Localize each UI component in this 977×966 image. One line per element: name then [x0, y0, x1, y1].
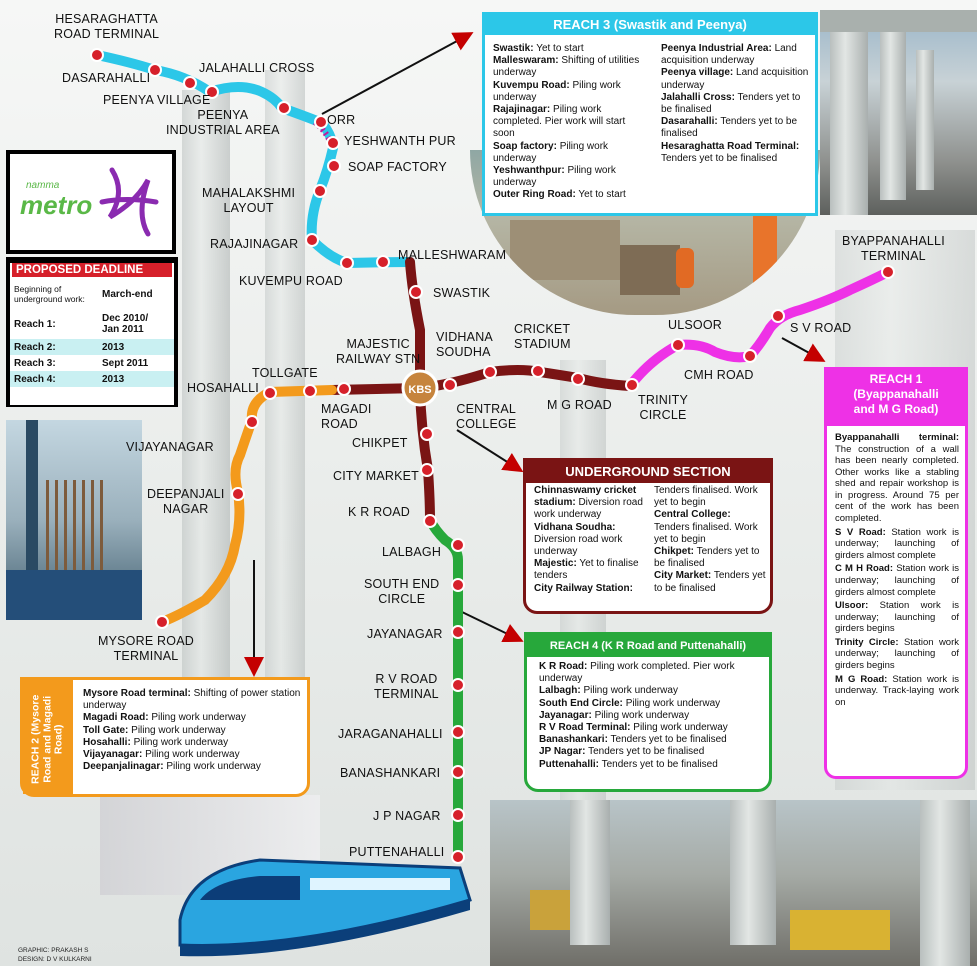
reach2-item: Vijayanagar: Piling work underway [83, 748, 240, 760]
reach4-item: Jayanagar: Piling work underway [539, 709, 690, 721]
station-label-ulsoor: ULSOOR [668, 318, 722, 332]
arrow-underground [457, 430, 520, 470]
underground-item: Central College: Tenders finalised. Work yet to begin [654, 509, 758, 545]
station-label-city-market: CITY MARKET [333, 469, 420, 483]
train-illustration [180, 860, 470, 956]
deadline-intro-value: March-end [102, 288, 153, 300]
reach2-item: Mysore Road terminal: Shifting of power station underway [83, 688, 301, 712]
deadline-row-label: Reach 1: [14, 318, 56, 330]
station-label-jp-nagar: J P NAGAR [373, 809, 441, 823]
reach3-item: Outer Ring Road: Yet to start [493, 189, 626, 201]
arrow-reach3 [322, 34, 470, 114]
station-label-trinity: TRINITY CIRCLE [638, 393, 689, 422]
reach4-item: Banashankari: Tenders yet to be finalised [539, 734, 727, 746]
logo-small: namma [26, 180, 60, 191]
arrow-reach4 [462, 612, 520, 640]
reach3-item: Hesaraghatta Road Terminal: Tenders yet to be finalised [661, 140, 800, 164]
underground-item: Majestic: Yet to finalise tenders [534, 558, 639, 582]
reach2-item: Deepanjalinagar: Piling work underway [83, 761, 261, 773]
reach2-item: Hosahalli: Piling work underway [83, 736, 229, 748]
station-label-orr: ORR [327, 113, 356, 127]
reach3-item: Rajajinagar: Piling work completed. Pier work will start soon [493, 103, 626, 140]
deadline-row-value: Sept 2011 [102, 357, 149, 369]
reach4-title: REACH 4 (K R Road and Puttenahalli) [527, 635, 769, 657]
reach3-item: Soap factory: Piling work underway [493, 140, 609, 164]
credit-design: DESIGN: D V KULKARNI [18, 956, 92, 963]
station-label-rajajinagar: RAJAJINAGAR [210, 237, 299, 251]
station-label-magadi: MAGADI ROAD [321, 402, 372, 431]
reach2-list [83, 688, 305, 773]
reach3-item: Swastik: Yet to start [493, 43, 584, 54]
station-label-vijayanagar: VIJAYANAGAR [126, 440, 214, 454]
deadline-row-label: Reach 3: [14, 357, 56, 369]
reach1-item: M G Road: Station work is underway. Track-laying work on [835, 673, 959, 708]
reach3-item: Kuvempu Road: Piling work underway [493, 79, 621, 103]
station-label-tollgate: TOLLGATE [252, 366, 318, 380]
deadline-row-label: Reach 2: [14, 341, 56, 353]
reach4-item: Lalbagh: Piling work underway [539, 685, 678, 697]
deadline-title: PROPOSED DEADLINE [12, 263, 172, 277]
reach3-item: Jalahalli Cross: Tenders yet to be finalised [661, 91, 801, 115]
credit-graphic: GRAPHIC: PRAKASH S [18, 947, 89, 954]
arrow-reach1 [782, 338, 822, 360]
reach3-item: Peenya village: Land acquisition underway [661, 67, 809, 91]
reach1-title: REACH 1 (Byappanahalli and M G Road) [827, 370, 965, 426]
reach4-item: JP Nagar: Tenders yet to be finalised [539, 746, 705, 758]
station-label-majestic: MAJESTIC RAILWAY STN [336, 337, 421, 366]
station-label-mysore: MYSORE ROAD TERMINAL [98, 634, 194, 663]
station-label-jayanagar: JAYANAGAR [367, 627, 443, 641]
station-label-swastik: SWASTIK [433, 286, 491, 300]
reach1-item: Byappanahalli terminal: The construction of a wall has been nearly completed. Other works like a stabling shed and repair workshop is in progress. Around 75 per cent of the work has been completed. [835, 432, 959, 525]
reach3-title: REACH 3 (Swastik and Peenya) [485, 15, 815, 35]
station-label-cricket: CRICKET STADIUM [514, 322, 571, 351]
underground-item: Chinnaswamy cricket stadium: Diversion road work underway [534, 485, 643, 521]
station-label-peenya-industrial: PEENYA INDUSTRIAL AREA [166, 108, 280, 137]
underground-left-column [534, 485, 646, 595]
reach1-item: Ulsoor: Station work is underway; launching of girders begins [835, 600, 959, 635]
underground-box [523, 458, 773, 614]
reach1-box [824, 367, 968, 779]
underground-item: Tenders finalised. Work yet to begin [654, 485, 758, 509]
reach3-right-column [661, 43, 811, 165]
deadline-box [6, 257, 178, 407]
station-label-dasarahalli: DASARAHALLI [62, 71, 151, 85]
reach1-list [835, 432, 959, 708]
station-label-rv-terminal: R V ROAD TERMINAL [374, 672, 439, 701]
reach2-title-bar [23, 680, 73, 794]
station-label-deepanjali: DEEPANJALI NAGAR [147, 487, 225, 516]
reach4-item: R V Road Terminal: Piling work underway [539, 721, 728, 733]
station-label-hesaraghatta: HESARAGHATTA ROAD TERMINAL [54, 12, 160, 41]
reach4-box [524, 632, 772, 792]
station-label-south-end: SOUTH END CIRCLE [364, 577, 440, 606]
reach3-item: Dasarahalli: Tenders yet to be finalised [661, 116, 798, 140]
deadline-row-value: 2013 [102, 373, 125, 385]
station-label-jaraganahalli: JARAGANAHALLI [338, 727, 443, 741]
reach2-item: Toll Gate: Piling work underway [83, 724, 226, 736]
station-label-kuvempu: KUVEMPU ROAD [239, 274, 343, 288]
underground-item: City Market: Tenders yet to be finalised [654, 570, 766, 594]
station-label-mgroad: M G ROAD [547, 398, 612, 412]
reach3-left-column [493, 43, 645, 201]
reach4-item: Puttenahalli: Tenders yet to be finalised [539, 758, 718, 770]
deadline-row-value: Dec 2010/ Jan 2011 [102, 313, 149, 335]
reach3-box [482, 12, 818, 216]
reach2-box [20, 677, 310, 797]
underground-item: Chikpet: Tenders yet to be finalised [654, 545, 760, 570]
station-label-central-college: CENTRAL COLLEGE [456, 402, 517, 431]
reach2-title: REACH 2 (Mysore Road and Magadi Road) [29, 694, 65, 784]
station-label-krroad: K R ROAD [348, 505, 411, 519]
station-label-soap-factory: SOAP FACTORY [348, 160, 447, 174]
station-label-hosahalli: HOSAHALLI [187, 381, 259, 395]
station-label-jalahalli: JALAHALLI CROSS [199, 61, 315, 75]
station-label-yeshwanthpur: YESHWANTH PUR [344, 134, 456, 148]
reach1-item: S V Road: Station work is underway; launching of girders almost complete [835, 526, 959, 561]
logo-box [6, 150, 176, 254]
reach3-item: Yeshwanthpur: Piling work underway [493, 164, 616, 189]
station-label-vidhana: VIDHANA SOUDHA [436, 330, 493, 359]
deadline-row-value: 2013 [102, 341, 125, 353]
reach3-item: Malleswaram: Shifting of utilities underway [493, 55, 640, 79]
underground-item: Vidhana Soudha: Diversion road work underway [534, 521, 623, 557]
station-label-svroad: S V ROAD [790, 321, 852, 335]
kbs-label: KBS [408, 384, 432, 396]
station-label-chikpet: CHIKPET [352, 436, 408, 450]
logo-icon [96, 162, 162, 242]
station-label-puttenahalli: PUTTENAHALLI [349, 845, 445, 859]
underground-item: City Railway Station: [534, 582, 633, 594]
station-label-banashankari: BANASHANKARI [340, 766, 441, 780]
station-label-malleshwaram: MALLESHWARAM [398, 248, 507, 262]
station-label-lalbagh: LALBAGH [382, 545, 442, 559]
deadline-row-label: Reach 4: [14, 373, 56, 385]
reach4-item: K R Road: Piling work completed. Pier work underway [539, 661, 735, 685]
station-label-mahalakshmi: MAHALAKSHMI LAYOUT [202, 186, 296, 215]
logo-big: metro [20, 190, 93, 220]
station-label-byappanahalli: BYAPPANAHALLI TERMINAL [842, 234, 945, 263]
underground-right-column [654, 485, 766, 595]
reach2-item: Magadi Road: Piling work underway [83, 712, 246, 724]
reach1-item: C M H Road: Station work is underway; launching of girders almost complete [835, 563, 960, 598]
reach4-list [539, 661, 765, 771]
underground-title: UNDERGROUND SECTION [526, 461, 770, 483]
station-label-peenya-village: PEENYA VILLAGE [103, 93, 211, 107]
station-label-cmh: CMH ROAD [684, 368, 754, 382]
reach1-item: Trinity Circle: Station work underway; launching of girders begins [835, 636, 959, 671]
reach4-item: South End Circle: Piling work underway [539, 697, 721, 709]
reach3-item: Peenya Industrial Area: Land acquisition underway [661, 43, 797, 67]
deadline-intro-label: Beginning of underground work: [14, 284, 85, 304]
